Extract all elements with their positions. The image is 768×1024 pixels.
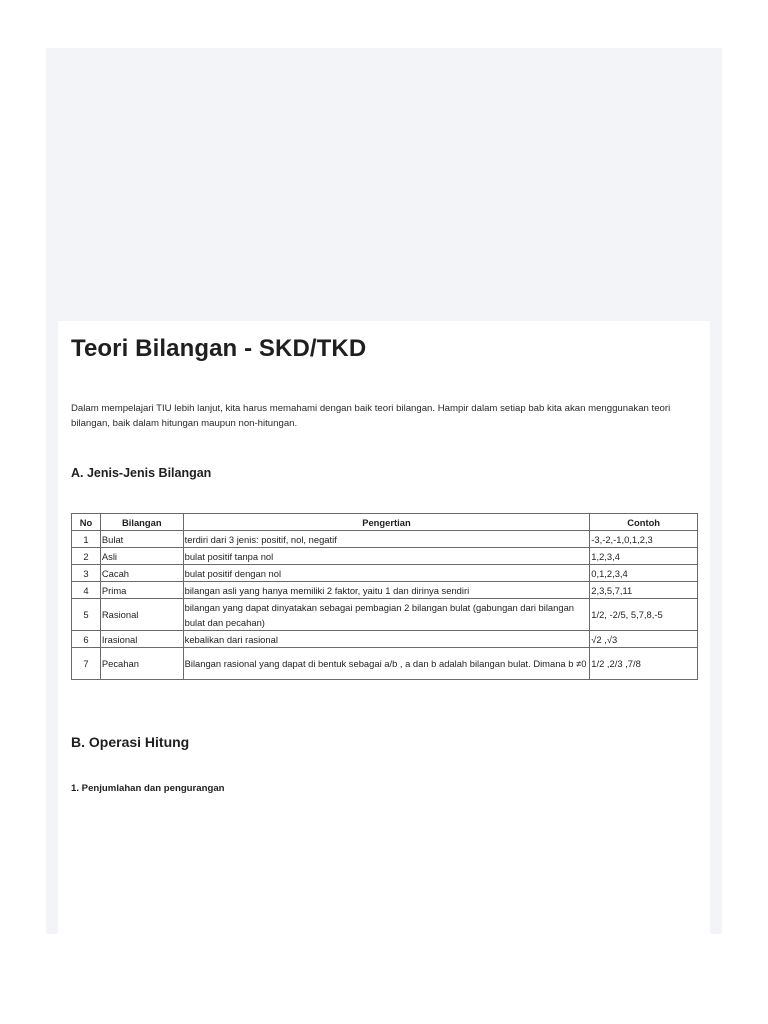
cell-no: 3 <box>72 565 101 582</box>
cell-pengertian: bulat positif tanpa nol <box>183 548 590 565</box>
table-row <box>72 648 698 680</box>
cell-contoh: 2,3,5,7,11 <box>590 582 698 599</box>
document-card <box>58 321 710 934</box>
section-b-subheading: 1. Penjumlahan dan pengurangan <box>71 783 225 794</box>
cell-pengertian: Bilangan rasional yang dapat di bentuk sebagai a/b , a dan b adalah bilangan bulat. Dimana b ≠0 <box>183 648 590 680</box>
cell-pengertian: bilangan yang dapat dinyatakan sebagai pembagian 2 bilangan bulat (gabungan dari bilangan bulat dan pecahan) <box>183 599 590 631</box>
intro-paragraph: Dalam mempelajari TIU lebih lanjut, kita harus memahami dengan baik teori bilangan. Hampir dalam setiap bab kita akan menggunakan teori bilangan, baik dalam hitungan maupun non-hitungan. <box>71 403 671 429</box>
cell-no: 4 <box>72 582 101 599</box>
table-header-row <box>72 514 698 531</box>
cell-no: 7 <box>72 648 101 680</box>
cell-bilangan: Rasional <box>100 599 183 631</box>
cell-bilangan: Cacah <box>100 565 183 582</box>
cell-contoh: √2 ,√3 <box>590 631 698 648</box>
header-pengertian: Pengertian <box>183 514 590 531</box>
cell-no: 6 <box>72 631 101 648</box>
cell-contoh: 1/2, -2/5, 5,7,8,-5 <box>590 599 698 631</box>
cell-contoh: 1/2 ,2/3 ,7/8 <box>590 648 698 680</box>
cell-bilangan: Pecahan <box>100 648 183 680</box>
header-no: No <box>72 514 101 531</box>
cell-contoh: 0,1,2,3,4 <box>590 565 698 582</box>
cell-no: 1 <box>72 531 101 548</box>
cell-bilangan: Prima <box>100 582 183 599</box>
cell-contoh: 1,2,3,4 <box>590 548 698 565</box>
table-row <box>72 631 698 648</box>
cell-pengertian: terdiri dari 3 jenis: positif, nol, negatif <box>183 531 590 548</box>
cell-pengertian: bulat positif dengan nol <box>183 565 590 582</box>
document-title: Teori Bilangan - SKD/TKD <box>71 335 367 362</box>
section-a-heading: A. Jenis-Jenis Bilangan <box>71 466 212 480</box>
table-row <box>72 565 698 582</box>
cell-bilangan: Bulat <box>100 531 183 548</box>
cell-contoh: -3,-2,-1,0,1,2,3 <box>590 531 698 548</box>
cell-no: 2 <box>72 548 101 565</box>
cell-pengertian: kebalikan dari rasional <box>183 631 590 648</box>
cell-bilangan: Irasional <box>100 631 183 648</box>
header-bilangan: Bilangan <box>100 514 183 531</box>
table-row <box>72 548 698 565</box>
table-row <box>72 531 698 548</box>
table-row <box>72 599 698 631</box>
header-contoh: Contoh <box>590 514 698 531</box>
section-b-heading: B. Operasi Hitung <box>71 734 190 750</box>
number-types-table <box>71 513 698 680</box>
table-row <box>72 582 698 599</box>
cell-no: 5 <box>72 599 101 631</box>
cell-bilangan: Asli <box>100 548 183 565</box>
cell-pengertian: bilangan asli yang hanya memiliki 2 faktor, yaitu 1 dan dirinya sendiri <box>183 582 590 599</box>
